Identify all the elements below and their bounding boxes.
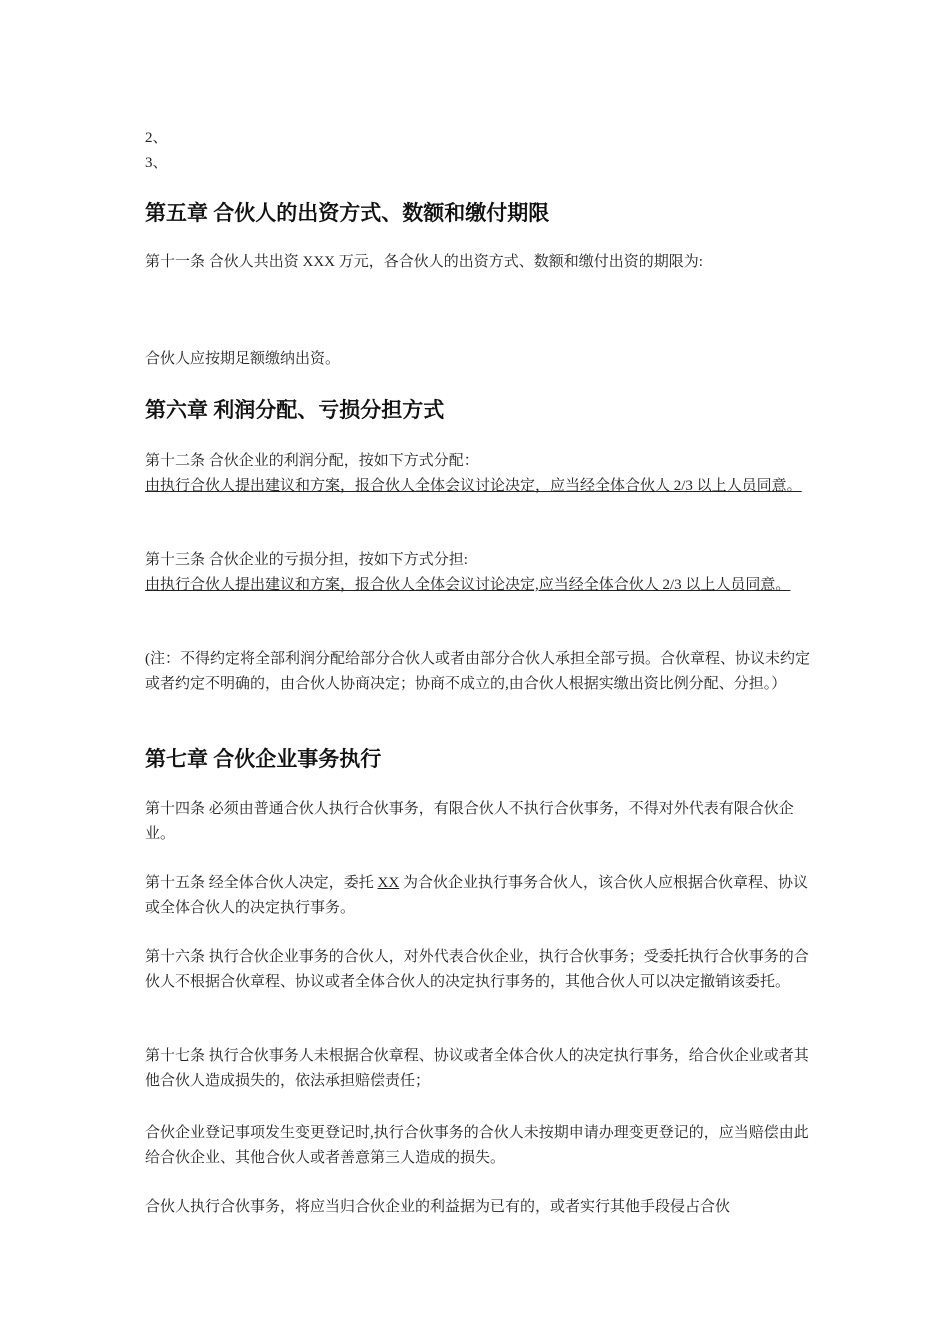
article-15-prefix: 第十五条 经全体合伙人决定，委托 [145, 875, 378, 891]
chapter-7-title: 第七章 合伙企业事务执行 [145, 747, 382, 771]
registration-paragraph: 合伙企业登记事项发生变更登记时,执行合伙事务的合伙人未按期申请办理变更登记的，应当赔偿由此给合伙企业、其他合伙人或者善意第三人造成的损失。 [145, 1125, 809, 1166]
article-14: 第十四条 必须由普通合伙人执行合伙事务，有限合伙人不执行合伙事务，不得对外代表有限合伙企业。 [145, 801, 794, 842]
article-17: 第十七条 执行合伙事务人未根据合伙章程、协议或者全体合伙人的决定执行事务，给合伙企业或者其他合伙人造成损失的，依法承担赔偿责任； [145, 1048, 809, 1089]
article-12-body: 由执行合伙人提出建议和方案，报合伙人全体会议讨论决定，应当经全体合伙人 2/3 以上人员同意。 [145, 478, 802, 494]
article-15 [145, 871, 815, 921]
list-item-3: 3、 [145, 155, 168, 171]
article-13-lead: 第十三条 合伙企业的亏损分担，按如下方式分担: [145, 552, 468, 568]
article-13-body: 由执行合伙人提出建议和方案，报合伙人全体会议讨论决定,应当经全体合伙人 2/3 以上人员同意。 [145, 577, 791, 593]
profit-loss-remark: (注：不得约定将全部利润分配给部分合伙人或者由部分合伙人承担全部亏损。合伙章程、协议未约定或者约定不明确的，由合伙人协商决定；协商不成立的,由合伙人根据实缴出资比例分配、分担。） [145, 651, 810, 692]
chapter-5-title: 第五章 合伙人的出资方式、数额和缴付期限 [145, 201, 550, 225]
article-16: 第十六条 执行合伙企业事务的合伙人，对外代表合伙企业，执行合伙事务；受委托执行合伙事务的合伙人不根据合伙章程、协议或者全体合伙人的决定执行事务的，其他合伙人可以决定撤销该委托。 [145, 949, 809, 990]
list-item-2: 2、 [145, 130, 168, 146]
contribution-note: 合伙人应按期足额缴纳出资。 [145, 351, 341, 367]
trailing-paragraph: 合伙人执行合伙事务，将应当归合伙企业的利益据为已有的，或者实行其他手段侵占合伙 [145, 1199, 731, 1215]
article-11: 第十一条 合伙人共出资 XXX 万元，各合伙人的出资方式、数额和缴付出资的期限为: [145, 254, 703, 270]
article-12-lead: 第十二条 合伙企业的利润分配，按如下方式分配： [145, 453, 479, 469]
chapter-6-title: 第六章 利润分配、亏损分担方式 [145, 398, 445, 422]
executive-partner-name: XX [377, 875, 400, 891]
article-15-suffix: 为合伙企业执行事务合伙人，该合伙人应根据合伙章程、协议或全体合伙人的决定执行事务。 [145, 875, 808, 916]
